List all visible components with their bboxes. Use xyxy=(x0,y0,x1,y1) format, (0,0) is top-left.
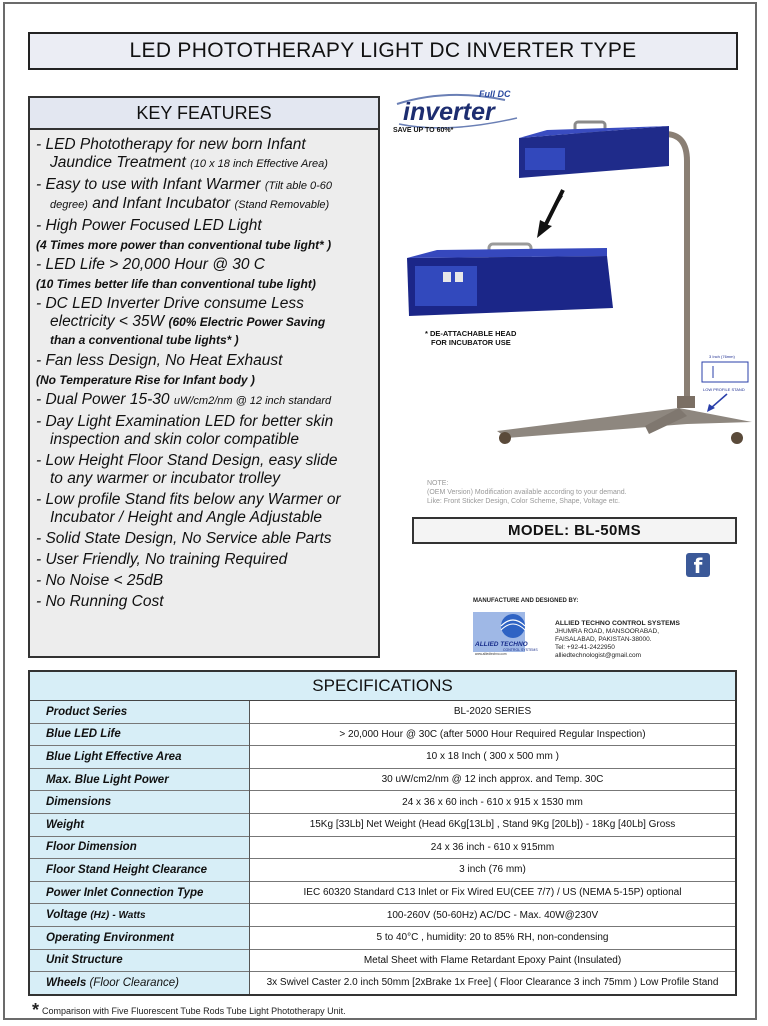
feature-note: (4 Times more power than conventional tube light* ) xyxy=(36,238,332,252)
feature-item: - No Running Cost xyxy=(36,593,164,610)
footnote-text: Comparison with Five Fluorescent Tube Rods Tube Light Phototherapy Unit. xyxy=(42,1006,346,1016)
table-row xyxy=(30,926,735,949)
email: alliedtechnologist@gmail.com xyxy=(555,652,642,659)
model-label: MODEL: BL-50MS xyxy=(412,517,737,544)
feature-item: - Fan less Design, No Heat Exhaust xyxy=(36,352,283,369)
feature-item: - No Noise < 25dB xyxy=(36,572,164,589)
svg-text:ALLIED TECHNO: ALLIED TECHNO xyxy=(475,641,528,648)
key-features-heading: KEY FEATURES xyxy=(30,98,378,130)
specifications-heading: SPECIFICATIONS xyxy=(30,672,735,701)
feature-item: - Low profile Stand fits below any Warmer or Incubator / Height and Angle Adjustable xyxy=(36,491,341,526)
key-features-list xyxy=(30,130,378,611)
table-row xyxy=(30,701,735,723)
stand-pole xyxy=(665,134,687,406)
feature-note: (10 Times better life than conventional tube light) xyxy=(36,277,316,291)
feature-item: - User Friendly, No training Required xyxy=(36,551,288,568)
feature-item: - DC LED Inverter Drive consume Less electricity < 35W (60% Electric Power Saving than a conventional tube lights* ) xyxy=(36,295,326,347)
spec-label: Voltage (Hz) - Watts xyxy=(30,904,250,927)
table-row xyxy=(30,723,735,746)
spec-value: 30 uW/cm2/nm @ 12 inch approx. and Temp. 30C xyxy=(250,768,736,791)
address-line: JHUMRA ROAD, MANSOORABAD, xyxy=(555,628,660,635)
svg-text:LOW PROFILE STAND: LOW PROFILE STAND xyxy=(703,387,745,392)
svg-text:3 Inch (76mm): 3 Inch (76mm) xyxy=(709,354,735,359)
svg-text:(OEM Version) Modification ava: (OEM Version) Modification available according to your demand. xyxy=(427,489,627,496)
key-features-panel xyxy=(28,96,380,658)
spec-label: Product Series xyxy=(30,701,250,723)
spec-value: 3x Swivel Caster 2.0 inch 50mm [2xBrake 1x Free] ( Floor Clearance 3 inch 75mm ) Low Profile Stand xyxy=(250,972,736,994)
table-row xyxy=(30,972,735,994)
telephone: Tel: +92-41-2422950 xyxy=(555,644,615,651)
spec-label: Wheels (Floor Clearance) xyxy=(30,972,250,994)
address-line: FAISALABAD, PAKISTAN-38000. xyxy=(555,636,652,643)
spec-value: 100-260V (50-60Hz) AC/DC - Max. 40W@230V xyxy=(250,904,736,927)
spec-value: 24 x 36 x 60 inch - 610 x 915 x 1530 mm xyxy=(250,791,736,814)
spec-value: 5 to 40°C , humidity: 20 to 85% RH, non-condensing xyxy=(250,926,736,949)
spec-label: Blue Light Effective Area xyxy=(30,746,250,769)
inverter-badge xyxy=(393,89,517,134)
feature-note: (No Temperature Rise for Infant body ) xyxy=(36,373,255,387)
spec-value: > 20,000 Hour @ 30C (after 5000 Hour Required Regular Inspection) xyxy=(250,723,736,746)
spec-label: Blue LED Life xyxy=(30,723,250,746)
manufacturer-logo xyxy=(473,608,549,656)
spec-label: Floor Dimension xyxy=(30,836,250,859)
table-row xyxy=(30,836,735,859)
spec-value: 15Kg [33Lb] Net Weight (Head 6Kg[13Lb] , Stand 9Kg [20Lb]) - 18Kg [40Lb] Gross xyxy=(250,813,736,836)
facebook-icon[interactable]: f xyxy=(686,553,710,577)
spec-value: 10 x 18 Inch ( 300 x 500 mm ) xyxy=(250,746,736,769)
feature-item: - Dual Power 15-30 uW/cm2/nm @ 12 inch standard xyxy=(36,391,332,408)
low-profile-inset xyxy=(702,354,748,412)
lamp-head-detached xyxy=(407,244,613,316)
table-row xyxy=(30,904,735,927)
table-row xyxy=(30,768,735,791)
svg-text:FOR INCUBATOR USE: FOR INCUBATOR USE xyxy=(431,338,511,347)
spec-label: Dimensions xyxy=(30,791,250,814)
spec-label: Max. Blue Light Power xyxy=(30,768,250,791)
datasheet-page xyxy=(3,2,757,1020)
svg-text:SAVE UP TO 60%*: SAVE UP TO 60%* xyxy=(393,127,454,134)
specifications-table xyxy=(28,670,737,996)
feature-item: - Solid State Design, No Service able Parts xyxy=(36,530,332,547)
svg-text:* DE-ATTACHABLE HEAD: * DE-ATTACHABLE HEAD xyxy=(425,329,517,338)
table-row xyxy=(30,881,735,904)
svg-text:Full DC: Full DC xyxy=(479,89,511,99)
spec-label: Unit Structure xyxy=(30,949,250,972)
company-name: ALLIED TECHNO CONTROL SYSTEMS xyxy=(555,620,680,627)
svg-text:NOTE:: NOTE: xyxy=(427,480,449,487)
spec-label: Weight xyxy=(30,813,250,836)
svg-text:www.alliedtechno.com: www.alliedtechno.com xyxy=(475,652,507,656)
spec-value: IEC 60320 Standard C13 Inlet or Fix Wired EU(CEE 7/7) / US (NEMA 5-15P) optional xyxy=(250,881,736,904)
svg-text:Like: Front Sticker Design, Co: Like: Front Sticker Design, Color Scheme, Shape, Voltage etc. xyxy=(427,498,620,505)
page-title: LED PHOTOTHERAPY LIGHT DC INVERTER TYPE xyxy=(28,32,738,70)
spec-rows xyxy=(30,701,735,994)
spec-value: BL-2020 SERIES xyxy=(453,706,532,718)
table-row xyxy=(30,949,735,972)
spec-value: Metal Sheet with Flame Retardant Epoxy Paint (Insulated) xyxy=(250,949,736,972)
footnote xyxy=(32,1000,346,1020)
lamp-head-top xyxy=(519,122,669,178)
table-row xyxy=(30,859,735,882)
feature-item: - LED Phototherapy for new born Infant Jaundice Treatment (10 x 18 inch Effective Area) xyxy=(36,136,328,171)
svg-text:CONTROL SYSTEMS: CONTROL SYSTEMS xyxy=(503,648,538,652)
spec-label: Floor Stand Height Clearance xyxy=(30,859,250,882)
table-row xyxy=(30,791,735,814)
spec-value: 24 x 36 inch - 610 x 915mm xyxy=(250,836,736,859)
spec-value: 3 inch (76 mm) xyxy=(250,859,736,882)
manufacturer-label: MANUFACTURE AND DESIGNED BY: xyxy=(473,598,579,604)
table-row xyxy=(30,813,735,836)
feature-item: - High Power Focused LED Light xyxy=(36,217,262,234)
feature-item: - Day Light Examination LED for better skin inspection and skin color compatible xyxy=(36,413,334,448)
asterisk: * xyxy=(32,1000,40,1020)
product-illustration xyxy=(387,86,755,506)
spec-label: Power Inlet Connection Type xyxy=(30,881,250,904)
feature-item: - Low Height Floor Stand Design, easy slide to any warmer or incubator trolley xyxy=(36,452,338,487)
feature-item: - Easy to use with Infant Warmer (Tilt able 0-60 degree) and Infant Incubator (Stand Removable) xyxy=(36,176,333,212)
feature-item: - LED Life > 20,000 Hour @ 30 C xyxy=(36,256,265,273)
spec-label: Operating Environment xyxy=(30,926,250,949)
floor-stand-base xyxy=(497,408,752,444)
manufacturer-info xyxy=(555,620,680,660)
svg-text:inverter: inverter xyxy=(403,98,495,126)
table-row xyxy=(30,746,735,769)
